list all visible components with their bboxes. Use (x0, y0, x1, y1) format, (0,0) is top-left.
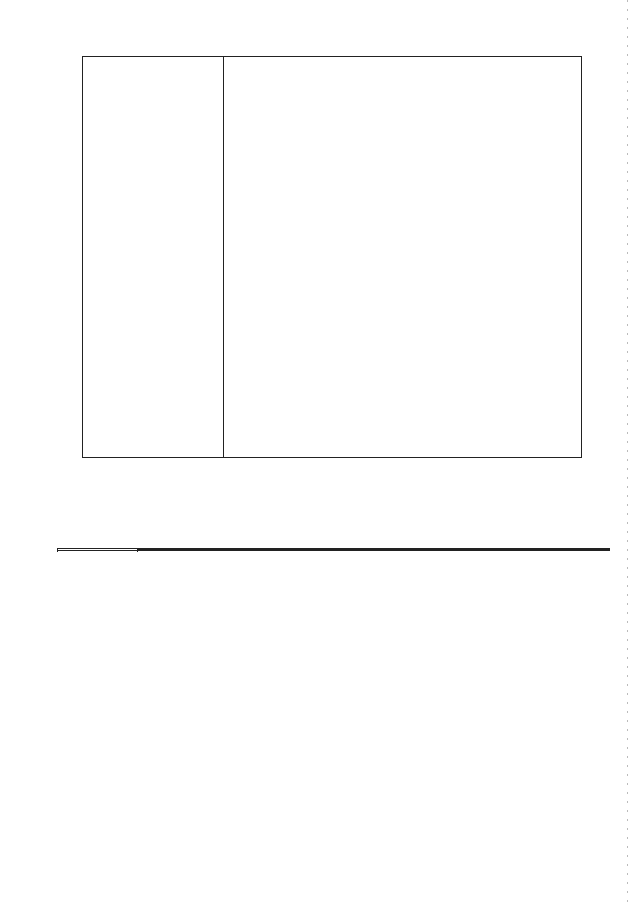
scan-edge-marks (627, 0, 628, 905)
program-continuation-table (82, 56, 582, 458)
financing-table (57, 548, 610, 551)
header-by-year (200, 550, 609, 551)
column-divider (223, 57, 224, 457)
header-source (58, 549, 138, 551)
header-total (137, 550, 200, 551)
